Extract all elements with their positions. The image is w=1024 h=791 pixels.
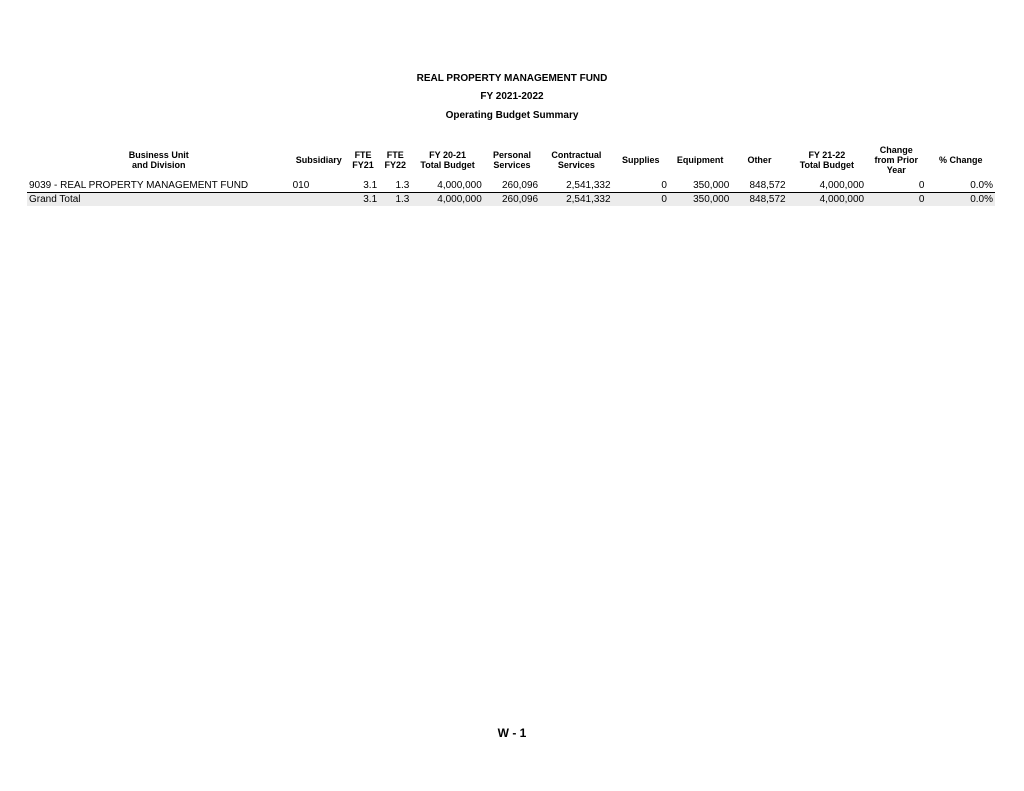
col-header-line: Total Budget [799, 160, 855, 170]
col-header-line: FTE [386, 150, 404, 160]
cell-change-prior-year: 0 [866, 193, 926, 207]
col-fy21-22-total [788, 143, 866, 179]
page-number: W - 1 [497, 726, 527, 740]
col-fte-fy21 [347, 143, 379, 179]
cell-business-unit: 9039 - REAL PROPERTY MANAGEMENT FUND [29, 180, 249, 191]
col-header-line: FY22 [384, 160, 406, 170]
col-change-prior-year [866, 143, 926, 179]
cell-grand-total-label: Grand Total [27, 193, 291, 207]
col-header-line: Supplies [621, 155, 660, 165]
col-subsidiary [291, 143, 347, 179]
col-percent-change [926, 143, 995, 179]
col-header-line: Other [747, 155, 772, 165]
col-header-line: from Prior [874, 155, 919, 165]
cell-equipment: 350,000 [669, 193, 731, 207]
col-header-line: FY 21-22 [808, 150, 846, 160]
col-business-unit [27, 143, 291, 179]
col-header-line: Equipment [676, 155, 724, 165]
cell-other: 848,572 [731, 193, 787, 207]
col-header-line: FY 20-21 [429, 150, 466, 160]
cell-fy20-21-total: 4,000,000 [437, 180, 482, 191]
col-header-line: Business Unit [128, 150, 189, 160]
col-fte-fy22 [379, 143, 411, 179]
cell-percent-change: 0.0% [970, 180, 993, 191]
col-header-line: % Change [938, 155, 983, 165]
cell-fy20-21-total: 4,000,000 [411, 193, 483, 207]
col-supplies [613, 143, 669, 179]
cell-subsidiary [291, 193, 347, 207]
table-header-row [27, 143, 995, 179]
fiscal-year: FY 2021-2022 [480, 91, 544, 102]
cell-supplies: 0 [661, 180, 667, 191]
col-header-line: FTE [354, 150, 372, 160]
col-contractual-services [540, 143, 612, 179]
cell-contractual-services: 2,541,332 [566, 180, 611, 191]
cell-fte-fy21: 3.1 [347, 193, 379, 207]
col-header-line: Personal [492, 150, 531, 160]
col-header-line: Services [493, 160, 531, 170]
col-header-line: Total Budget [420, 160, 475, 170]
cell-fte-fy22: 1.3 [395, 180, 410, 191]
col-other [731, 143, 787, 179]
cell-other: 848,572 [749, 180, 786, 191]
cell-fte-fy22: 1.3 [379, 193, 411, 207]
cell-fte-fy21: 3.1 [363, 180, 378, 191]
grand-total-row [27, 193, 995, 207]
col-header-line: Subsidiary [295, 155, 342, 165]
report-subtitle: Operating Budget Summary [445, 110, 579, 121]
cell-fy21-22-total: 4,000,000 [819, 180, 865, 191]
col-header-line: FY21 [352, 160, 374, 170]
col-header-line: Contractual [551, 150, 602, 160]
cell-supplies: 0 [613, 193, 669, 207]
col-equipment [669, 143, 731, 179]
cell-change-prior-year: 0 [918, 180, 925, 191]
cell-equipment: 350,000 [693, 180, 730, 191]
col-header-line: and Division [132, 160, 186, 170]
report-title: REAL PROPERTY MANAGEMENT FUND [416, 73, 608, 84]
col-fy20-21-total [411, 143, 483, 179]
cell-contractual-services: 2,541,332 [540, 193, 612, 207]
col-header-line: Services [557, 160, 595, 170]
cell-personal-services: 260,096 [501, 180, 539, 191]
col-personal-services [484, 143, 540, 179]
cell-percent-change: 0.0% [926, 193, 995, 207]
cell-personal-services: 260,096 [484, 193, 540, 207]
budget-summary-table [27, 143, 995, 206]
cell-subsidiary: 010 [292, 180, 310, 191]
table-row [27, 179, 995, 193]
col-header-line: Change [879, 145, 913, 155]
col-header-line: Year [886, 165, 906, 175]
cell-fy21-22-total: 4,000,000 [788, 193, 866, 207]
